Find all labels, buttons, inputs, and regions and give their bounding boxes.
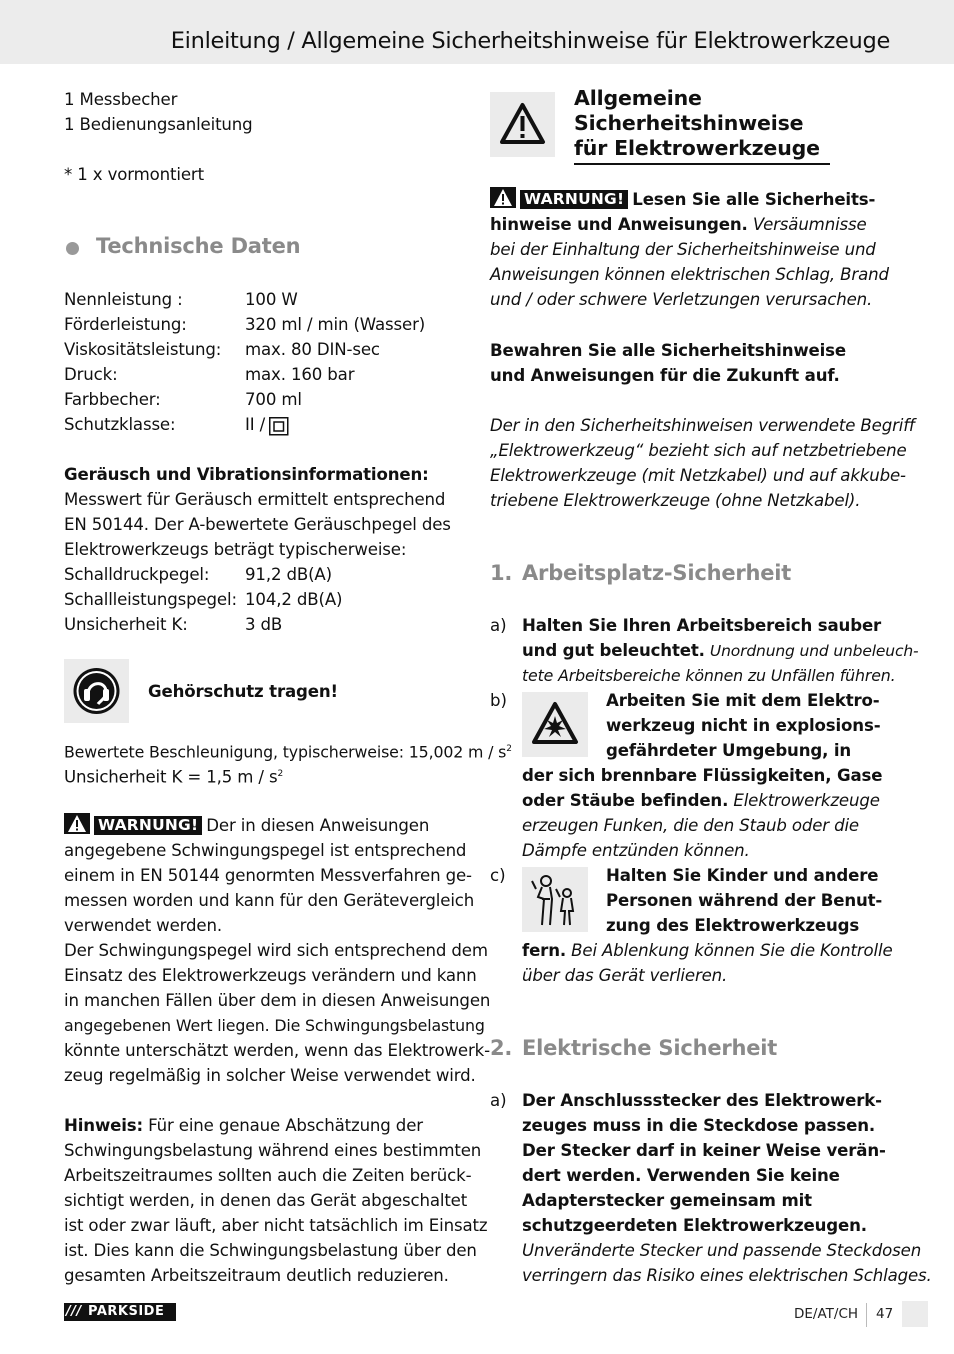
sup: 2	[277, 769, 284, 779]
item-italic: Elektrowerkzeuge	[733, 791, 880, 810]
slash-marks-icon: ///	[66, 1304, 82, 1319]
item-label: b)	[490, 691, 508, 710]
item-bold: Personen während der Benut-	[606, 891, 883, 910]
warning-line: zeug regelmäßig in solcher Weise verwendet wird.	[64, 1066, 476, 1085]
item-italic: Unordnung und unbeleuch-	[709, 642, 919, 660]
warning-line: angegebenen Wert liegen. Die Schwingungsbelastung	[64, 1016, 485, 1035]
noise-label: Schalldruckpegel:	[64, 565, 210, 584]
warn-line	[490, 212, 867, 237]
children-box	[522, 867, 588, 932]
item-bold: dert werden. Verwenden Sie keine	[522, 1166, 840, 1185]
brand-logo	[64, 1303, 176, 1321]
keep-line: Bewahren Sie alle Sicherheitshinweise	[490, 341, 847, 360]
section-number: 2.	[490, 1036, 513, 1060]
hint-line: Arbeitszeitraumes sollten auch die Zeiten berück-	[64, 1166, 472, 1185]
item-bold: oder Stäube befinden.	[522, 791, 729, 810]
item-label: c)	[490, 866, 506, 885]
warning-badge: WARNUNG!	[94, 816, 202, 835]
warning-line	[64, 813, 429, 838]
spec-label: Schutzklasse:	[64, 415, 176, 434]
noise-value: 91,2 dB(A)	[245, 565, 332, 584]
noise-line: Messwert für Geräusch ermittelt entsprechend	[64, 490, 446, 509]
general-warning-box	[490, 92, 555, 157]
spec-label: Viskositätsleistung:	[64, 340, 222, 359]
section-number: 1.	[490, 561, 513, 585]
warning-text: Der in diesen Anweisungen	[206, 816, 430, 835]
ear-protection-label: Gehörschutz tragen!	[148, 682, 338, 701]
warning-line: angegebene Schwingungspegel ist entsprechend	[64, 841, 467, 860]
item-bold: zeuges muss in die Steckdose passen.	[522, 1116, 876, 1135]
main-heading-line: für Elektrowerkzeuge	[574, 136, 820, 160]
noise-line: Elektrowerkzeugs beträgt typischerweise:	[64, 540, 407, 559]
hint-text: Für eine genaue Abschätzung der	[148, 1116, 423, 1135]
warn-bold: Lesen Sie alle Sicherheits-	[632, 190, 876, 209]
term-line: „Elektrowerkzeug“ bezieht sich auf netzbetriebene	[490, 441, 907, 460]
item-bold: schutzgeerdeten Elektrowerkzeugen.	[522, 1216, 867, 1235]
spec-value: max. 160 bar	[245, 365, 355, 384]
item-bold: Adapterstecker gemeinsam mit	[522, 1191, 812, 1210]
hint-line: ist oder zwar läuft, aber nicht tatsächlich im Einsatz	[64, 1216, 488, 1235]
spec-value: 100 W	[245, 290, 298, 309]
item-label: a)	[490, 616, 507, 635]
ear-protection-box	[64, 659, 129, 723]
protection-class-ii-icon	[269, 417, 289, 436]
section-title: Elektrische Sicherheit	[522, 1036, 778, 1060]
noise-value: 104,2 dB(A)	[245, 590, 343, 609]
locale-code: DE/AT/CH	[794, 1306, 859, 1322]
item-bold: der sich brennbare Flüssigkeiten, Gase	[522, 766, 883, 785]
noise-label: Schallleistungspegel:	[64, 590, 237, 609]
item-bold: zung des Elektrowerkzeugs	[606, 916, 860, 935]
warning-line: Einsatz des Elektrowerkzeugs verändern und kann	[64, 966, 477, 985]
item-italic: Dämpfe entzünden können.	[522, 841, 750, 860]
item-italic: Bei Ablenkung können Sie die Kontrolle	[571, 941, 893, 960]
item-bold: Arbeiten Sie mit dem Elektro-	[606, 691, 880, 710]
ear-protection-icon	[64, 659, 129, 723]
spec-label: Farbbecher:	[64, 390, 161, 409]
sup: 2	[506, 744, 512, 754]
warning-triangle-icon	[64, 813, 90, 834]
accel-line	[64, 737, 512, 764]
warning-line: einem in EN 50144 genormten Messverfahren ge-	[64, 866, 472, 885]
hint-line	[64, 1113, 423, 1138]
footer-divider	[866, 1303, 867, 1327]
item-line	[522, 638, 918, 664]
explosion-hazard-icon	[522, 692, 588, 757]
spec-value: II /	[245, 415, 266, 434]
explosion-box	[522, 692, 588, 757]
main-heading-line: Sicherheitshinweise	[574, 111, 804, 135]
spec-value: 320 ml / min (Wasser)	[245, 315, 426, 334]
warn-italic: Versäumnisse	[752, 215, 867, 234]
brand-name: PARKSIDE	[88, 1304, 165, 1319]
noise-label: Unsicherheit K:	[64, 615, 188, 634]
main-heading-line: Allgemeine	[574, 86, 702, 110]
page-number: 47	[876, 1306, 894, 1322]
hint-line: sichtigt werden, in denen das Gerät abgeschaltet	[64, 1191, 468, 1210]
warning-triangle-icon	[490, 187, 516, 208]
section-title: Arbeitsplatz-Sicherheit	[522, 561, 792, 585]
warning-line: verwendet werden.	[64, 916, 222, 935]
noise-line: EN 50144. Der A-bewertete Geräuschpegel des	[64, 515, 451, 534]
heading-underline	[574, 163, 830, 165]
footnote: * 1 x vormontiert	[64, 165, 204, 184]
item-italic: über das Gerät verlieren.	[522, 966, 728, 985]
header-title: Einleitung / Allgemeine Sicherheitshinweise für Elektrowerkzeuge	[170, 28, 890, 54]
spec-label: Förderleistung:	[64, 315, 187, 334]
accel-text: Unsicherheit K = 1,5 m / s	[64, 767, 278, 787]
spec-label: Nennleistung :	[64, 290, 183, 309]
item-bold: gefährdeter Umgebung, in	[606, 741, 852, 760]
item-bold: Der Anschlussstecker des Elektrowerk-	[522, 1091, 882, 1110]
keep-line: und Anweisungen für die Zukunft auf.	[490, 366, 840, 385]
warn-line: bei der Einhaltung der Sicherheitshinweise und	[490, 240, 876, 259]
hint-line: ist. Dies kann die Schwingungsbelastung über den	[64, 1241, 477, 1260]
accel-line	[64, 762, 283, 790]
noise-value: 3 dB	[245, 615, 283, 634]
tech-heading: Technische Daten	[96, 234, 301, 258]
item-bold: und gut beleuchtet.	[522, 641, 705, 660]
item-italic: erzeugen Funken, die den Staub oder die	[522, 816, 859, 835]
term-line: triebene Elektrowerkzeuge (ohne Netzkabel).	[490, 491, 861, 510]
item-italic: verringern das Risiko eines elektrischen Schlages.	[522, 1266, 932, 1285]
list-item: 1 Bedienungsanleitung	[64, 115, 253, 134]
keep-children-away-icon	[522, 867, 588, 932]
warning-line: messen worden und kann für den Gerätevergleich	[64, 891, 475, 910]
item-bold: fern.	[522, 941, 567, 960]
warning-line: in manchen Fällen über dem in diesen Anweisungen	[64, 991, 491, 1010]
item-bold: Der Stecker darf in keiner Weise verän-	[522, 1141, 886, 1160]
term-line: Elektrowerkzeuge (mit Netzkabel) und auf akkube-	[490, 466, 906, 485]
item-bold: werkzeug nicht in explosions-	[606, 716, 881, 735]
warning-line: Der Schwingungspegel wird sich entsprechend dem	[64, 941, 488, 960]
noise-heading: Geräusch und Vibrationsinformationen:	[64, 465, 429, 484]
warning-line: könnte unterschätzt werden, wenn das Elektrowerk-	[64, 1041, 490, 1060]
warning-triangle-icon	[490, 92, 555, 157]
warn-line	[490, 187, 875, 212]
accel-text: Bewertete Beschleunigung, typischerweise: 15,002 m / s	[64, 742, 507, 762]
hint-line: gesamten Arbeitszeitraum deutlich reduzieren.	[64, 1266, 449, 1285]
item-label: a)	[490, 1091, 507, 1110]
warning-badge: WARNUNG!	[520, 190, 628, 209]
spec-value: max. 80 DIN-sec	[245, 340, 380, 359]
term-line: Der in den Sicherheitshinweisen verwendete Begriff	[490, 416, 915, 435]
warn-line: Anweisungen können elektrischen Schlag, Brand	[490, 265, 889, 284]
warn-bold: hinweise und Anweisungen.	[490, 215, 748, 234]
item-bold: Halten Sie Kinder und andere	[606, 866, 879, 885]
warn-line: und / oder schwere Verletzungen verursachen.	[490, 290, 873, 309]
hint-label: Hinweis:	[64, 1116, 143, 1135]
footer-marker	[902, 1301, 928, 1327]
spec-value: 700 ml	[245, 390, 302, 409]
spec-label: Druck:	[64, 365, 118, 384]
item-italic: Unveränderte Stecker und passende Steckdosen	[522, 1241, 922, 1260]
list-item: 1 Messbecher	[64, 90, 178, 109]
item-line	[522, 788, 880, 813]
item-line	[522, 938, 893, 963]
bullet-icon	[66, 242, 79, 255]
hint-line: Schwingungsbelastung während eines bestimmten	[64, 1141, 482, 1160]
page-header	[0, 0, 954, 64]
item-bold: Halten Sie Ihren Arbeitsbereich sauber	[522, 616, 882, 635]
item-italic: tete Arbeitsbereiche können zu Unfällen führen.	[522, 666, 896, 685]
